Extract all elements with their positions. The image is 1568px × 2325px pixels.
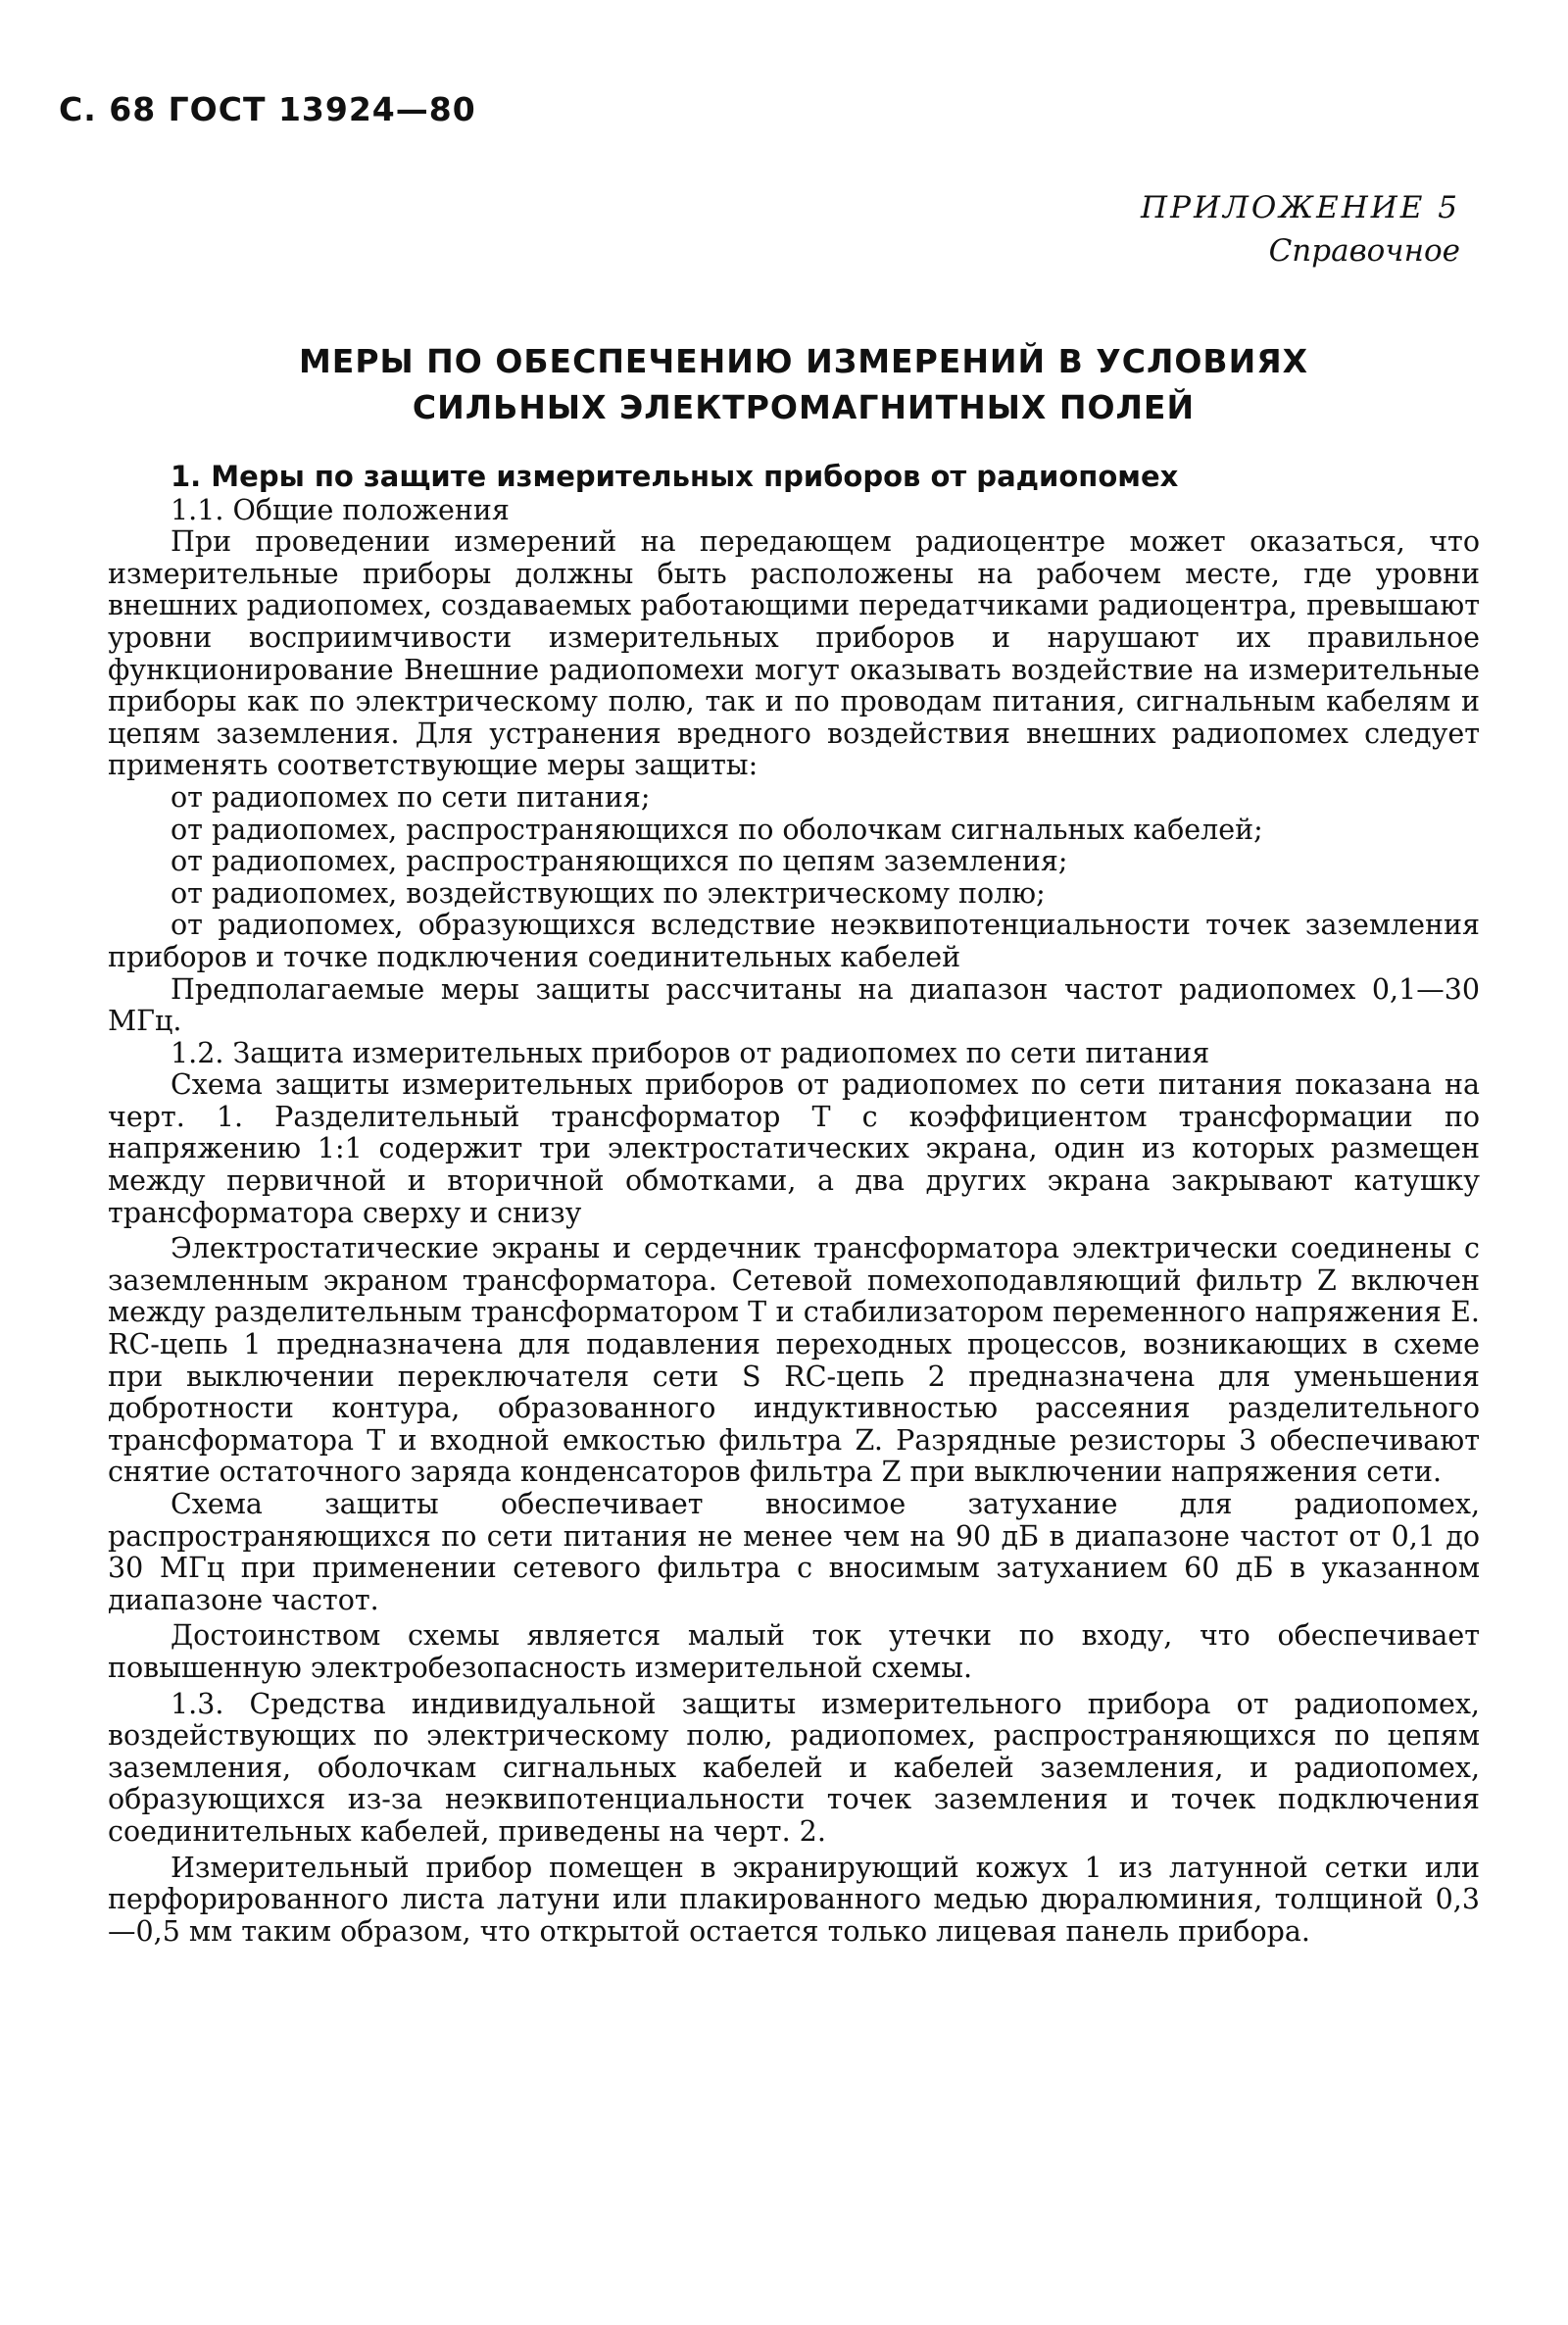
list-item: от радиопомех, распространяющихся по оболочкам сигнальных кабелей; bbox=[171, 813, 1263, 846]
body-text bbox=[108, 461, 1480, 1948]
document-title-line1: МЕРЫ ПО ОБЕСПЕЧЕНИЮ ИЗМЕРЕНИЙ В УСЛОВИЯХ bbox=[298, 342, 1309, 380]
paragraph-housing: Измерительный прибор помещен в экранирующий кожух 1 из латунной сетки или перфорированного листа латуни или плакированного медью дюралюминия, толщиной 0,3—0,5 мм таким образом, что открытой остается только лицевая панель прибора. bbox=[108, 1851, 1480, 1948]
section-heading: 1. Меры по защите измерительных приборов от радиопомех bbox=[171, 460, 1179, 493]
paragraph-screens: Электростатические экраны и сердечник трансформатора электрически соединены с заземленным экраном трансформатора. Сетевой помехоподавляющий фильтр Z включен между разделительным трансформатором T и стабилизатором переменного напряжения E. RC-цепь 1 предназначена для подавления переходных процессов, возникающих в схеме при выключении переключателя сети S RC-цепь 2 предназначена для уменьшения добротности контура, образованного индуктивностью рассеяния разделительного трансформатора T и входной емкостью фильтра Z. Разрядные резисторы 3 обеспечивают снятие остаточного заряда конденсаторов фильтра Z при выключении напряжения сети. bbox=[108, 1232, 1480, 1489]
paragraph-advantage: Достоинством схемы является малый ток утечки по входу, что обеспечивает повышенную электробезопасность измерительной схемы. bbox=[108, 1619, 1480, 1684]
page-header: С. 68 ГОСТ 13924—80 bbox=[59, 90, 476, 128]
list-item: от радиопомех по сети питания; bbox=[171, 780, 651, 814]
subsection-1-1: 1.1. Общие положения bbox=[171, 493, 510, 526]
paragraph-intro: При проведении измерений на передающем радиоцентре может оказаться, что измерительные приборы должны быть расположены на рабочем месте, где уровни внешних радиопомех, создаваемых работающими передатчиками радиоцентра, превышают уровни восприимчивости измерительных приборов и нарушают их правильное функционирование Внешние радиопомехи могут оказывать воздействие на измерительные приборы как по электрическому полю, так и по проводам питания, сигнальным кабелям и цепям заземления. Для устранения вредного воздействия внешних радиопомех следует применять соответствующие меры защиты: bbox=[108, 525, 1480, 782]
list-item: от радиопомех, распространяющихся по цепям заземления; bbox=[171, 845, 1068, 878]
paragraph-attenuation: Схема защиты обеспечивает вносимое затухание для радиопомех, распространяющихся по сети питания не менее чем на 90 дБ в диапазоне частот от 0,1 до 30 МГц при применении сетевого фильтра с вносимым затуханием 60 дБ в указанном диапазоне частот. bbox=[108, 1488, 1480, 1616]
paragraph-range: Предполагаемые меры защиты рассчитаны на диапазон частот радиопомех 0,1—30 МГц. bbox=[108, 972, 1480, 1038]
appendix-label bbox=[1141, 186, 1460, 272]
appendix-title: ПРИЛОЖЕНИЕ 5 bbox=[1141, 190, 1460, 225]
subsection-1-2: 1.2. Защита измерительных приборов от радиопомех по сети питания bbox=[171, 1036, 1210, 1069]
document-title bbox=[0, 338, 1568, 430]
list-item: от радиопомех, воздействующих по электрическому полю; bbox=[171, 876, 1046, 910]
list-item: от радиопомех, образующихся вследствие неэквипотенциальности точек заземления приборов и точке подключения соединительных кабелей bbox=[108, 909, 1480, 973]
paragraph-scheme: Схема защиты измерительных приборов от радиопомех по сети питания показана на черт. 1. Разделительный трансформатор T с коэффициентом трансформации по напряжению 1:1 содержит три электростатических экрана, один из которых размещен между первичной и вторичной обмотками, а два других экрана закрывают катушку трансформатора сверху и снизу bbox=[108, 1068, 1480, 1229]
subsection-1-3: 1.3. Средства индивидуальной защиты измерительного прибора от радиопомех, воздействующих по электрическому полю, радиопомех, распространяющихся по цепям заземления, оболочкам сигнальных кабелей и кабелей заземления, и радиопомех, образующихся из-за неэквипотенциальности точек заземления и точек подключения соединительных кабелей, приведены на черт. 2. bbox=[108, 1687, 1480, 1848]
appendix-subtitle: Справочное bbox=[1268, 233, 1460, 269]
document-title-line2: СИЛЬНЫХ ЭЛЕКТРОМАГНИТНЫХ ПОЛЕЙ bbox=[412, 388, 1196, 426]
